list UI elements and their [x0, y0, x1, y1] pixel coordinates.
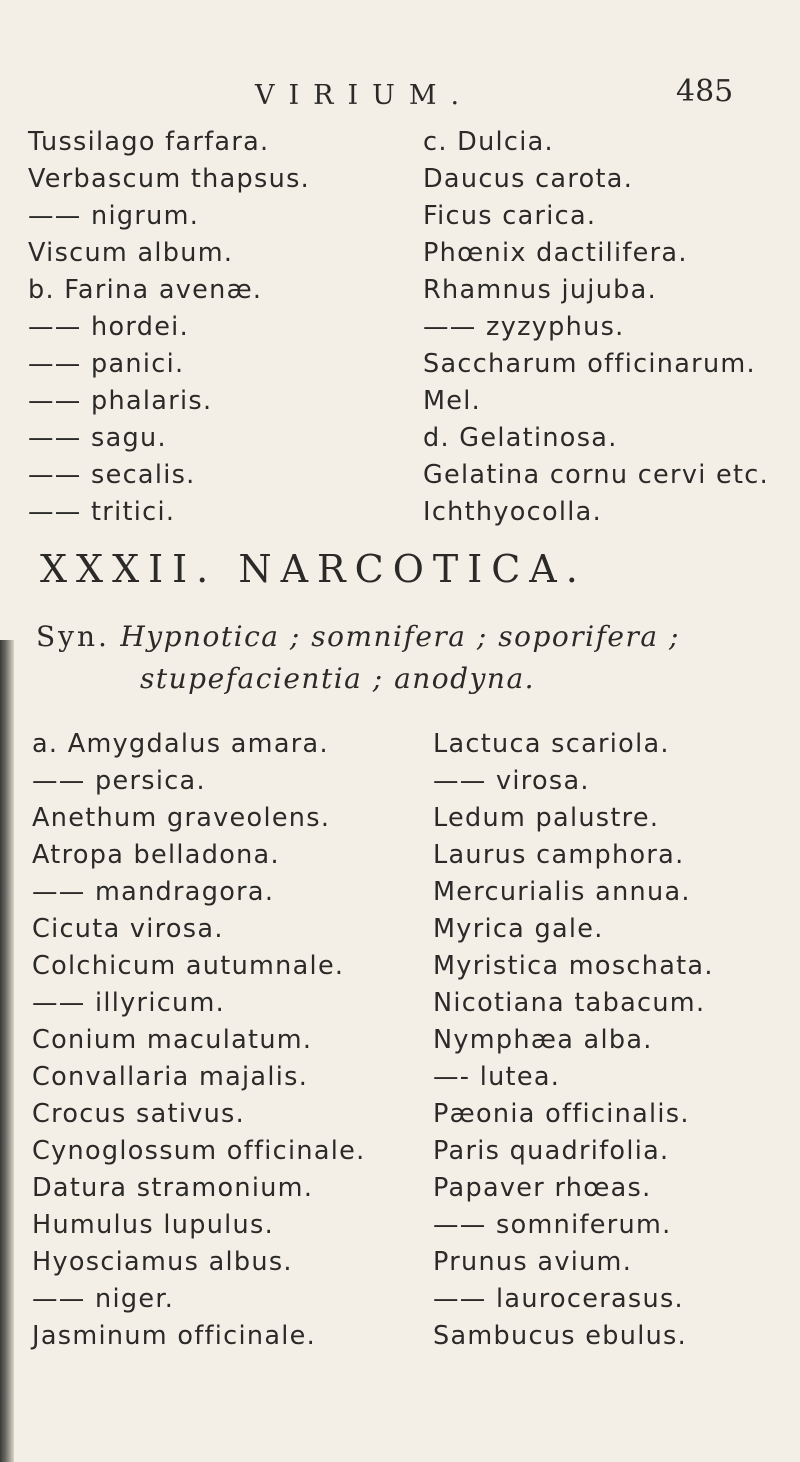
entry-line: —- lutea. — [433, 1062, 561, 1092]
entry-line: —— panici. — [28, 349, 185, 379]
entry-line: d. Gelatinosa. — [423, 423, 618, 453]
entry-line: Cynoglossum officinale. — [32, 1136, 366, 1166]
entry-line: Ficus carica. — [423, 201, 597, 231]
top-left-column — [28, 124, 310, 531]
entry-line: Anethum graveolens. — [32, 803, 331, 833]
entry-line: —— nigrum. — [28, 201, 200, 231]
entry-line: —— persica. — [32, 766, 206, 796]
entry-line: —— laurocerasus. — [433, 1284, 684, 1314]
entry-line: —— hordei. — [28, 312, 189, 342]
section-heading: XXXII. NARCOTICA. — [40, 547, 587, 591]
entry-line: Cicuta virosa. — [32, 914, 224, 944]
entry-line: Lactuca scariola. — [433, 729, 670, 759]
entry-line: —— somniferum. — [433, 1210, 672, 1240]
entry-line: —— sagu. — [28, 423, 167, 453]
synonym-line-2 — [140, 662, 535, 695]
entry-line: Myrica gale. — [433, 914, 604, 944]
entry-line: Rhamnus jujuba. — [423, 275, 657, 305]
entry-line: Gelatina cornu cervi etc. — [423, 460, 770, 490]
top-right-column — [423, 124, 769, 531]
entry-line: Nymphæa alba. — [433, 1025, 653, 1055]
entry-line: Tussilago farfara. — [28, 127, 270, 157]
entry-line: —— mandragora. — [32, 877, 275, 907]
entry-line: Hyosciamus albus. — [32, 1247, 293, 1277]
binding-gutter-shadow — [0, 640, 14, 1462]
entry-line: —— tritici. — [28, 497, 176, 527]
page-number: 485 — [676, 74, 734, 109]
entry-line: Pæonia officinalis. — [433, 1099, 690, 1129]
entry-line: Nicotiana tabacum. — [433, 988, 706, 1018]
entry-line: Mel. — [423, 386, 482, 416]
entry-line: Prunus avium. — [433, 1247, 633, 1277]
bottom-left-column — [32, 726, 366, 1355]
entry-line: —— zyzyphus. — [423, 312, 625, 342]
entry-line: Daucus carota. — [423, 164, 634, 194]
entry-line: a. Amygdalus amara. — [32, 729, 329, 759]
entry-line: Sambucus ebulus. — [433, 1321, 688, 1351]
running-head — [0, 74, 800, 130]
entry-line: Paris quadrifolia. — [433, 1136, 670, 1166]
entry-line: Mercurialis annua. — [433, 877, 691, 907]
entry-line: Datura stramonium. — [32, 1173, 314, 1203]
synonym-label: Syn. — [36, 620, 110, 653]
synonym-text-2: stupefacientia ; anodyna. — [140, 662, 536, 695]
bottom-right-column — [433, 726, 714, 1355]
entry-line: c. Dulcia. — [423, 127, 554, 157]
entry-line: Laurus camphora. — [433, 840, 685, 870]
entry-line: Phœnix dactilifera. — [423, 238, 688, 268]
synonym-text-1: Hypnotica ; somnifera ; soporifera ; — [120, 620, 680, 653]
entry-line: Humulus lupulus. — [32, 1210, 275, 1240]
entry-line: —— virosa. — [433, 766, 590, 796]
entry-line: Convallaria majalis. — [32, 1062, 309, 1092]
entry-line: —— niger. — [32, 1284, 175, 1314]
entry-line: Ledum palustre. — [433, 803, 660, 833]
entry-line: Verbascum thapsus. — [28, 164, 311, 194]
entry-line: Atropa belladona. — [32, 840, 280, 870]
entry-line: Myristica moschata. — [433, 951, 714, 981]
entry-line: Saccharum officinarum. — [423, 349, 756, 379]
entry-line: —— secalis. — [28, 460, 196, 490]
entry-line: Conium maculatum. — [32, 1025, 313, 1055]
entry-line: —— illyricum. — [32, 988, 226, 1018]
running-head-title: VIRIUM. — [255, 80, 474, 111]
entry-line: b. Farina avenæ. — [28, 275, 263, 305]
entry-line: Jasminum officinale. — [32, 1321, 317, 1351]
entry-line: Viscum album. — [28, 238, 234, 268]
entry-line: Crocus sativus. — [32, 1099, 246, 1129]
entry-line: Ichthyocolla. — [423, 497, 602, 527]
entry-line: —— phalaris. — [28, 386, 213, 416]
entry-line: Papaver rhœas. — [433, 1173, 652, 1203]
synonym-line-1 — [36, 620, 680, 653]
entry-line: Colchicum autumnale. — [32, 951, 345, 981]
